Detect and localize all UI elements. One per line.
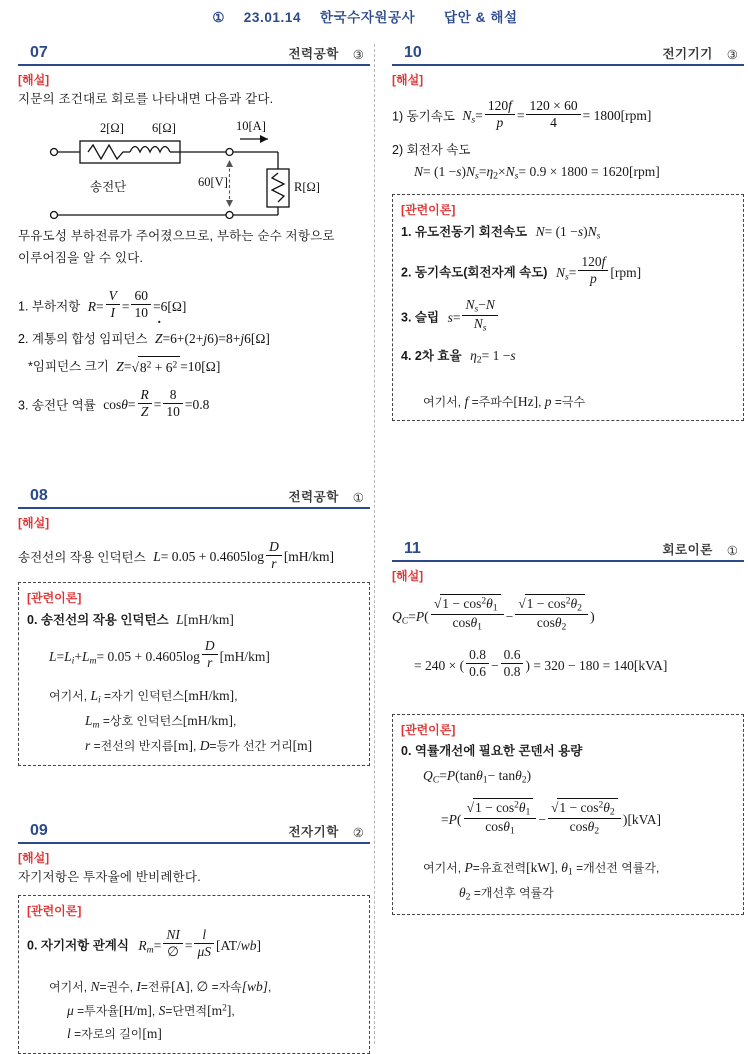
- step-1-label: 부하저항: [31, 299, 81, 314]
- here-is-label: 여기서,: [49, 980, 88, 995]
- step-2-formula-row: [392, 163, 744, 182]
- resistor-label: 2[Ω]: [100, 121, 124, 136]
- explanation-tag: [해설]: [392, 73, 424, 87]
- here-is-label: 여기서,: [423, 861, 462, 875]
- question-number: 10: [404, 44, 422, 62]
- theory-title-row: [27, 927, 361, 960]
- step-2-label: 계통의 합성 임피던스: [31, 331, 148, 346]
- theory-tag: [관련이론]: [27, 904, 82, 919]
- question-block-07: [18, 44, 370, 422]
- question-header-09: [18, 822, 370, 844]
- theory-box-08: [18, 582, 370, 766]
- step-1-number: 1.: [18, 299, 29, 314]
- question-answer: ②: [352, 826, 364, 840]
- theory-item-2-title: 동기속도(회전자계 속도): [414, 265, 548, 280]
- header-date: 23.01.14: [243, 10, 302, 25]
- question-answer: ①: [352, 491, 364, 505]
- theory-formula-row: [27, 638, 361, 671]
- theory-item-1-number: 1.: [401, 224, 412, 239]
- theory-note-text-1: P=유효전력[kW], $\theta_1$ =개선전 역률각,: [464, 860, 660, 878]
- main-formula-row: [392, 594, 744, 633]
- explanation-tag: [해설]: [18, 851, 50, 865]
- here-is-label: 여기서,: [49, 688, 88, 703]
- load-resistor-label: R[Ω]: [294, 180, 320, 195]
- question-block-10: [392, 44, 744, 421]
- theory-box-09: [18, 895, 370, 1054]
- theory-formula: $L=L_i+L_m= 0.05 + 0.4605\log$ $\frac{D}{r}$ [mH/km]: [49, 638, 270, 671]
- theory-note-text-1: f =주파수[Hz], p =극수: [464, 393, 586, 409]
- step-2-formula: Z ·=6+(2+j6)=8+j6[Ω]: [155, 331, 270, 346]
- theory-note-line-1: [401, 391, 735, 413]
- theory-tag: [관련이론]: [401, 723, 456, 738]
- step-2b-formula: $Z=√8^2 + 6^2 =10[\Omega]$: [116, 359, 220, 374]
- theory-box-10: [392, 194, 744, 421]
- question-answer: ①: [726, 544, 738, 558]
- theory-tag: [관련이론]: [27, 590, 82, 605]
- theory-title-number: 0.: [401, 744, 412, 759]
- theory-item-3: [401, 297, 735, 334]
- step-2-number: 2): [392, 142, 404, 157]
- theory-title: 자기저항 관계식: [40, 938, 129, 953]
- explanation-intro: 지문의 조건대로 회로를 나타내면 다음과 같다.: [18, 92, 274, 106]
- question-subject: 전력공학: [288, 490, 339, 504]
- theory-item-4-title: 2차 효율: [414, 349, 462, 364]
- explanation-intro: 자기저항은 투자율에 반비례한다.: [18, 870, 201, 884]
- question-block-11: [392, 540, 744, 915]
- circuit-svg: [18, 115, 370, 223]
- theory-title-number: 0.: [27, 938, 38, 953]
- theory-title-unit: L[mH/km]: [176, 611, 234, 627]
- explanation-tag: [해설]: [18, 516, 50, 530]
- theory-note-text-2: μ =투자율[H/m], S=단면적$[m^2]$,: [67, 1002, 235, 1018]
- theory-note-text-3: =전선의 반지름[m], D=등가 선간 거리[m]: [93, 738, 313, 754]
- theory-tag: [관련이론]: [401, 202, 456, 217]
- step-2-formula: $N= (1 -s)N_s=\eta_2\times N_s= 0.9 \times 1800 = 1620[rpm]$: [414, 164, 660, 182]
- question-header-10: [392, 44, 744, 66]
- question-block-08: [18, 487, 370, 766]
- question-header-11: [392, 540, 744, 562]
- step-3-formula: cosθ= $\frac{R}{Z}$ = $\frac{8}{10}$ =0.8: [103, 386, 210, 419]
- theory-title-row: [401, 742, 735, 761]
- theory-item-1-formula: $N= (1 -s)N_s$: [535, 223, 601, 242]
- step-1: [18, 288, 370, 321]
- main-formula: $Q_C=P$( $\frac{√1 - \cos^2\theta_1}{\cos\theta_1}$ − $\frac{√1 - \cos^2\theta_2}{\cos\theta_2}$ ): [392, 596, 595, 633]
- main-formula-label: 송전선의 작용 인덕턴스: [18, 550, 146, 565]
- header-doc-type: 답안 & 해설: [444, 10, 518, 25]
- question-subject: 전력공학: [288, 47, 339, 61]
- step-1-formula: R= $\frac{V}{I}$ = $\frac{60}{10}$ =6[Ω]: [87, 288, 187, 321]
- theory-note-line-3: [27, 1023, 361, 1045]
- step-1: [392, 98, 744, 131]
- theory-item-4: [401, 346, 735, 368]
- question-answer: ③: [726, 48, 738, 62]
- result-formula: = 240 × ( $\frac{0.8}{0.6}$ − $\frac{0.6}{0.8}$ ) = 320 − 180 = 140[kVA]: [414, 647, 668, 680]
- theory-formula-1-row: [401, 767, 735, 786]
- step-1-formula: $N_s=$ $\frac{120f}{p}$ = $\frac{120 \times 60}{4}$ = 1800[rpm]: [462, 98, 652, 130]
- theory-item-3-formula: s= $\frac{N_s-N}{N_s}$: [448, 310, 500, 325]
- theory-formula-2: =P( $\frac{√1 - \cos^2\theta_1}{\cos\theta_1}$ − $\frac{√1 - \cos^2\theta_2}{\cos\theta_2}$ )[kVA]: [441, 799, 661, 837]
- question-number: 09: [30, 822, 48, 840]
- inductor-label: 6[Ω]: [152, 121, 176, 136]
- theory-item-3-title: 슬립: [414, 310, 440, 325]
- step-2b-label: 임피던스 크기: [32, 359, 109, 374]
- explanation-tag: [해설]: [18, 73, 50, 87]
- theory-title: 역률개선에 필요한 콘덴서 용량: [414, 744, 583, 759]
- theory-box-11: [392, 714, 744, 914]
- main-formula: L= 0.05 + 0.4605log $\frac{D}{r}$ [mH/km]: [153, 539, 335, 571]
- step-1-label: 동기속도: [406, 109, 455, 124]
- theory-note-line-2: [401, 882, 735, 905]
- theory-note-line-1: [401, 857, 735, 880]
- question-number: 07: [30, 44, 48, 62]
- question-block-09: [18, 822, 370, 1054]
- current-label: 10[A]: [236, 119, 266, 134]
- step-3-label: 송전단 역률: [31, 398, 96, 413]
- step-2: [392, 141, 744, 160]
- theory-note-line-1: 여기서, $L_i$ =자기 인덕턴스[mH/km],: [49, 687, 238, 706]
- step-2b-number: *: [28, 359, 33, 374]
- question-number: 08: [30, 487, 48, 505]
- question-subject: 회로이론: [662, 543, 713, 557]
- theory-note-text-3: l =자로의 길이[m]: [67, 1026, 162, 1042]
- theory-note-line-2: [27, 1000, 361, 1022]
- question-header-08: [18, 487, 370, 509]
- theory-formula-1: $Q_C=P(\tan\theta_1- \tan\theta_2)$: [423, 767, 532, 786]
- step-2-number: 2.: [18, 331, 29, 346]
- question-answer: ③: [352, 48, 364, 62]
- source-terminal-label: 송전단: [90, 180, 127, 195]
- step-2-label: 회전자 속도: [406, 142, 471, 157]
- theory-note-text-2: =상호 인덕턴스[mH/km],: [102, 713, 237, 729]
- step-3-number: 3.: [18, 398, 29, 413]
- explanation-tag: [해설]: [392, 569, 424, 583]
- column-divider: [374, 44, 375, 1044]
- question-subject: 전자기학: [288, 825, 339, 839]
- theory-item-2: [401, 254, 735, 287]
- theory-note-text-1: N=권수, I=전류[A], ∅ =자속[wb],: [90, 979, 272, 995]
- theory-item-4-number: 4.: [401, 349, 412, 364]
- step-2b: [18, 356, 370, 379]
- theory-item-2-number: 2.: [401, 265, 412, 280]
- step-3: [18, 387, 370, 420]
- theory-note-text-2: $\theta_2$ =개선후 역률각: [459, 885, 554, 903]
- theory-note-line-3: r =전선의 반지름[m], D=등가 선간 거리[m]: [85, 738, 313, 754]
- result-formula-row: [392, 647, 744, 680]
- theory-item-1: [401, 222, 735, 244]
- explanation-line-2: 이루어짐을 알 수 있다.: [18, 250, 144, 265]
- question-number: 11: [404, 540, 421, 558]
- theory-formula-2-row: [401, 798, 735, 837]
- question-subject: 전기기기: [662, 47, 713, 61]
- main-formula-row: [18, 539, 370, 572]
- step-2: [18, 329, 370, 350]
- theory-item-1-title: 유도전동기 회전속도: [414, 224, 528, 239]
- question-header-07: [18, 44, 370, 66]
- step-1-number: 1): [392, 109, 404, 124]
- header-organization: 한국수자원공사: [319, 10, 416, 25]
- voltage-label: 60[V]: [198, 175, 228, 190]
- theory-note-line-1: [27, 976, 361, 998]
- theory-formula: $R_m=$ $\frac{NI}{\emptyset}$ = $\frac{l}{\mu S}$ [AT/wb]: [138, 927, 261, 960]
- circuit-diagram: [18, 115, 370, 223]
- theory-item-4-formula: $\eta_2= 1 -s$: [470, 348, 516, 367]
- theory-item-3-number: 3.: [401, 310, 412, 325]
- theory-title-row: [27, 610, 361, 630]
- explanation-line-1: 무유도성 부하전류가 주어졌으므로, 부하는 순수 저항으로: [18, 229, 335, 244]
- theory-note-line-2: $L_m$ =상호 인덕턴스[mH/km],: [85, 713, 237, 731]
- document-header: [0, 6, 748, 26]
- theory-note-text-1: =자기 인덕턴스[mH/km],: [104, 687, 238, 703]
- header-circle-number: ①: [212, 10, 226, 25]
- theory-title-number: 0.: [27, 612, 38, 627]
- here-is-label: 여기서,: [423, 394, 462, 409]
- theory-item-2-formula: $N_s=$ $\frac{120f}{p}$ [rpm]: [555, 254, 642, 287]
- theory-title: 송전선의 작용 인덕턴스: [40, 612, 169, 627]
